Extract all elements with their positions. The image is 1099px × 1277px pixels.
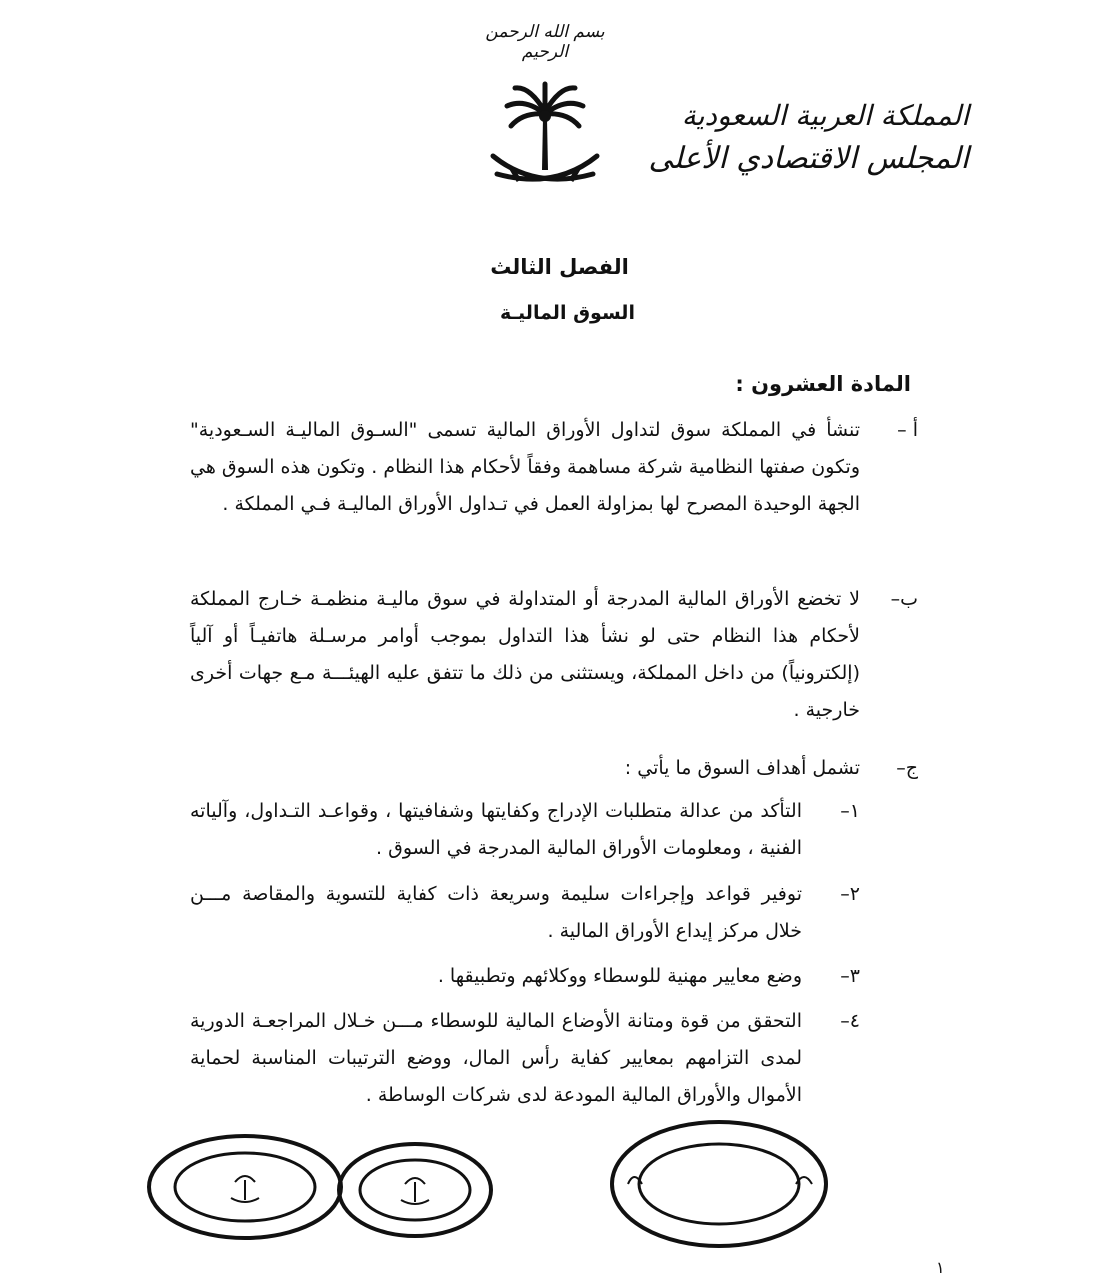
stamp-seal-icon (608, 1118, 830, 1250)
item-text: تنشأ في المملكة سوق لتداول الأوراق المالية تسمى "السـوق الماليـة السـعودية" وتكون صفتها النظامية شركة مساهمة وفقاً لأحكام هذا النظام . وتكون هذه السوق هي الجهة الوحيدة المصرح لها بمزاولة العمل في تـداول الأوراق الماليـة فـي المملكة . (190, 419, 860, 515)
item-marker: أ – (897, 419, 918, 441)
chapter-title: الفصل الثالث (490, 255, 629, 279)
item-text: تشمل أهداف السوق ما يأتي : (624, 757, 860, 779)
page-number: ١ (936, 1258, 945, 1277)
subitem-text: توفير قواعد وإجراءات سليمة وسريعة ذات كفاية للتسوية والمقاصة مـــن خلال مركز إيداع الأوراق المالية . (190, 883, 802, 942)
subitem-marker: ١– (840, 800, 860, 822)
item-text: لا تخضع الأوراق المالية المدرجة أو المتداولة في سوق ماليـة منظمـة خـارج المملكة لأحكام هذا النظام حتى لو نشأ هذا التداول بموجب أوامر مرسـلة هاتفيـاً أو آلياً (إلكترونياً) من داخل المملكة، ويستثنى من ذلك ما تتفق عليه الهيئـــة مـع جهات أخرى خارجية . (190, 588, 860, 721)
subitem-marker: ٢– (840, 883, 860, 905)
saudi-emblem-icon (485, 78, 605, 202)
subitem-text: التأكد من عدالة متطلبات الإدراج وكفايتها وشفافيتها ، وقواعـد التـداول، وآلياته الفنية ، ومعلومات الأوراق المالية المدرجة في السوق . (190, 800, 802, 859)
basmala: بسم الله الرحمن الرحيم (485, 22, 605, 62)
subitem-marker: ٣– (840, 965, 860, 987)
stamp-seal-icon (145, 1132, 345, 1242)
article-title: المادة العشرون : (735, 372, 911, 396)
chapter-subtitle: السوق الماليـة (500, 302, 635, 324)
subitem-text: وضع معايير مهنية للوسطاء ووكلائهم وتطبيقها . (437, 965, 802, 987)
issuing-authority (648, 95, 969, 181)
subitem-marker: ٤– (840, 1010, 860, 1032)
stamp-seal-icon (335, 1140, 495, 1240)
item-marker: ب– (890, 588, 918, 610)
org-line-council: المجلس الاقتصادي الأعلى (648, 141, 969, 176)
org-line-kingdom: المملكة العربية السعودية (681, 99, 969, 132)
subitem-text: التحقق من قوة ومتانة الأوضاع المالية للوسطاء مـــن خـلال المراجعـة الدورية لمدى التزامهم بمعايير كفاية رأس المال، ووضع الترتيبات المناسبة لحماية الأموال والأوراق المالية المودعة لدى شركات الوساطة . (190, 1010, 802, 1106)
item-marker: ج– (896, 757, 918, 779)
